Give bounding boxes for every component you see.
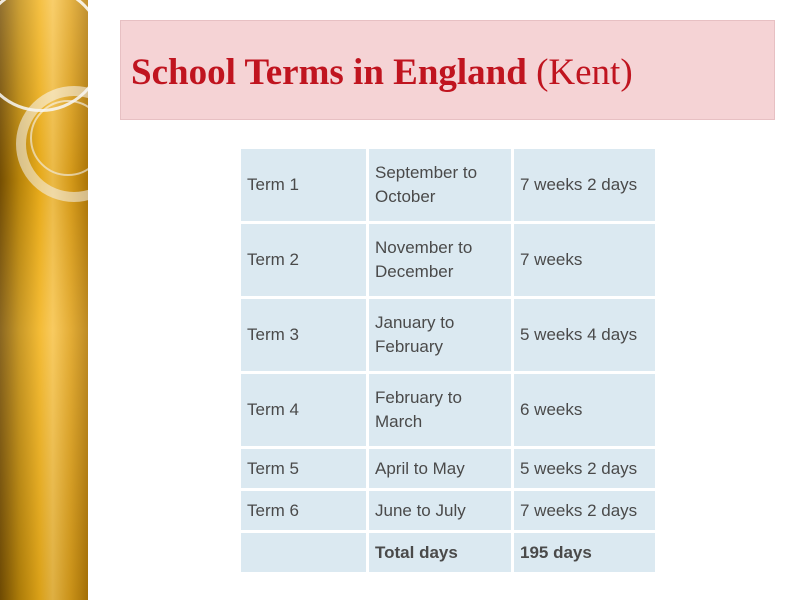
duration-cell: 7 weeks 2 days [513,148,657,223]
term-cell: Term 6 [240,490,368,532]
term-cell: Term 2 [240,223,368,298]
swirl-decoration-ring [16,86,132,202]
duration-cell: 6 weeks [513,373,657,448]
slide-title-subtitle: (Kent) [536,52,633,93]
period-cell: June to July [368,490,513,532]
table-row [240,298,657,373]
swirl-decoration-top [0,0,104,112]
period-cell: January to February [368,298,513,373]
period-cell: February to March [368,373,513,448]
term-cell: Term 3 [240,298,368,373]
term-cell: Term 4 [240,373,368,448]
duration-cell: 5 weeks 4 days [513,298,657,373]
slide-title [131,51,633,94]
term-cell: Term 5 [240,448,368,490]
period-cell: April to May [368,448,513,490]
duration-cell: 7 weeks 2 days [513,490,657,532]
term-cell: Term 1 [240,148,368,223]
period-cell: September to October [368,148,513,223]
table-row [240,490,657,532]
table-row [240,223,657,298]
swirl-decoration-inner-ring [30,100,106,176]
title-banner [120,20,775,120]
total-label-cell: Total days [368,532,513,574]
slide-title-main: School Terms in England [131,52,527,93]
decorative-side-band [0,0,88,600]
table-row [240,448,657,490]
total-empty-cell [240,532,368,574]
duration-cell: 7 weeks [513,223,657,298]
period-cell: November to December [368,223,513,298]
table-row [240,373,657,448]
total-value-cell: 195 days [513,532,657,574]
school-terms-table [238,146,658,575]
table-row [240,148,657,223]
total-row [240,532,657,574]
duration-cell: 5 weeks 2 days [513,448,657,490]
